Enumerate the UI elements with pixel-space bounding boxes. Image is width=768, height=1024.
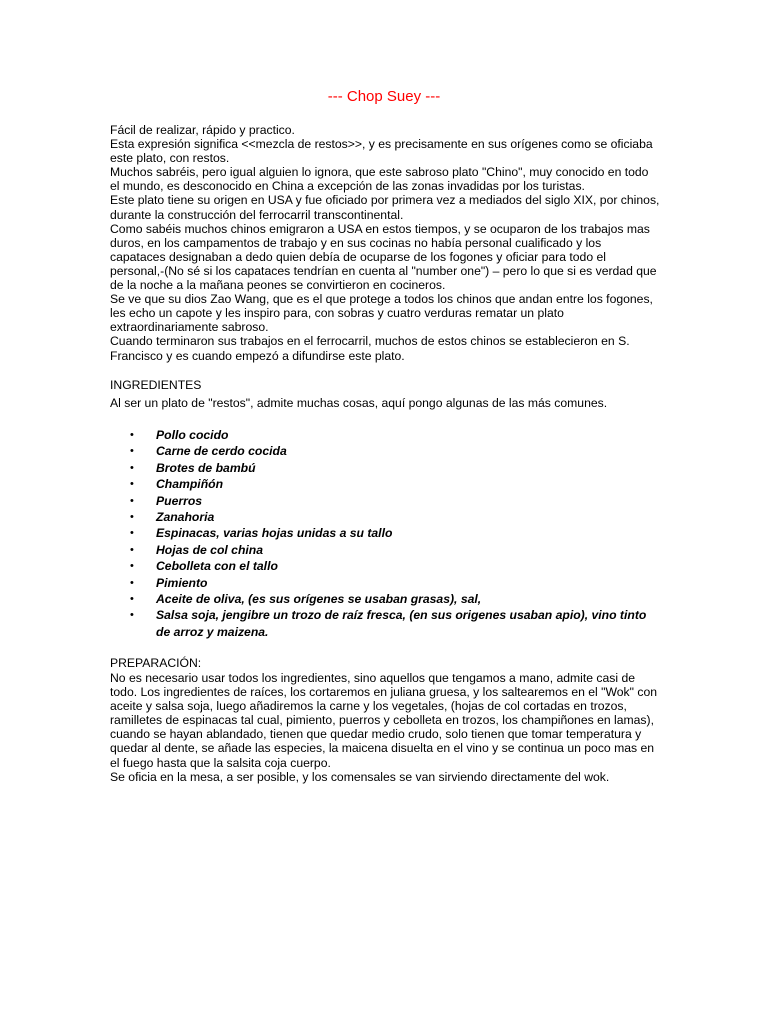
bullet-icon: • xyxy=(130,560,134,573)
ingredient-label: Salsa soja, jengibre un trozo de raíz fresca, (en sus origenes usaban apio), vino tinto de arroz y maizena. xyxy=(156,608,647,639)
bullet-icon: • xyxy=(130,429,134,441)
bullet-icon: • xyxy=(130,593,134,606)
list-item xyxy=(110,542,650,558)
list-item xyxy=(110,427,650,443)
list-item xyxy=(110,493,650,509)
bullet-icon: • xyxy=(130,543,134,556)
ingredient-label: Pollo cocido xyxy=(156,428,229,442)
list-item xyxy=(110,591,650,607)
preparation-paragraph: Se oficia en la mesa, a ser posible, y los comensales se van sirviendo directamente del wok. xyxy=(110,769,610,784)
intro-paragraph: Este plato tiene su origen en USA y fue oficiado por primera vez a mediados del siglo XIX, por chinos, durante la construcción del ferrocarril transcontinental. xyxy=(110,193,660,222)
list-item xyxy=(110,525,650,541)
intro-paragraph: Esta expresión significa <<mezcla de restos>>, y es precisamente en sus orígenes como se oficiaba este plato, con restos. xyxy=(110,137,653,166)
bullet-icon: • xyxy=(130,461,134,474)
bullet-icon: • xyxy=(130,576,134,589)
list-item xyxy=(110,443,650,459)
bullet-icon: • xyxy=(130,511,134,524)
ingredient-label: Aceite de oliva, (es sus orígenes se usaban grasas), sal, xyxy=(156,592,482,607)
list-item xyxy=(110,509,650,525)
ingredients-heading: INGREDIENTES xyxy=(110,378,202,392)
list-item xyxy=(110,476,650,492)
ingredient-label: Zanahoria xyxy=(156,510,215,525)
bullet-icon: • xyxy=(130,445,134,458)
ingredient-label: Hojas de col china xyxy=(156,542,264,557)
list-item xyxy=(110,460,650,476)
bullet-icon: • xyxy=(130,527,134,540)
list-item xyxy=(110,575,650,591)
ingredient-label: Champiñón xyxy=(156,477,224,492)
ingredient-label: Carne de cerdo cocida xyxy=(156,444,287,459)
preparation-paragraph: No es necesario usar todos los ingredientes, sino aquellos que tengamos a mano, admite casi de todo. Los ingredientes de raíces, los cortaremos en juliana gruesa, y los saltearemos en el "Wok" con aceite y salsa soja, luego añadiremos la carne y los vegetales, (hojas de col cortadas en trozos, ramilletes de espinacas tal cual, pimiento, puerros y cebolleta en trozos, los champiñones en lamas), cuando se hayan ablandado, tienen que quedar medio crudo, solo tienen que tomar temperatura y quedar al dente, se añade las especies, la maicena disuelta en el vino y se continua un poco mas en el fuego hasta que la salsita coja cuerpo. xyxy=(110,671,657,770)
list-item xyxy=(110,558,650,574)
ingredient-label: Puerros xyxy=(156,493,203,508)
intro-section xyxy=(110,123,660,363)
ingredients-intro: Al ser un plato de "restos", admite muchas cosas, aquí pongo algunas de las más comunes. xyxy=(110,396,608,410)
preparation-section xyxy=(110,671,660,784)
ingredient-label: Cebolleta con el tallo xyxy=(156,559,278,574)
intro-paragraph: Fácil de realizar, rápido y practico. xyxy=(110,123,295,137)
bullet-icon: • xyxy=(130,494,134,507)
recipe-title: --- Chop Suey --- xyxy=(327,88,441,105)
ingredient-label: Espinacas, varias hojas unidas a su tallo xyxy=(156,526,393,541)
intro-paragraph: Como sabéis muchos chinos emigraron a USA en estos tiempos, y se ocuparon de los trabajos mas duros, en los campamentos de trabajo y en sus cocinas no había personal cualificado y los capataces designaban a dedo quien debía de ocuparse de los fogones y oficiar para todo el personal,-(No sé si los capataces tendrían en cuenta al "number one") – pero lo que si es verdad que de la noche a la mañana peones se convirtieron en cocineros. xyxy=(110,221,657,293)
ingredient-label: Pimiento xyxy=(156,575,208,590)
bullet-icon: • xyxy=(130,478,134,491)
bullet-icon: • xyxy=(130,609,134,622)
intro-paragraph: Muchos sabréis, pero igual alguien lo ignora, que este sabroso plato "Chino", muy conocido en todo el mundo, es desconocido en China a excepción de las zonas invadidas por los turistas. xyxy=(110,165,649,194)
intro-paragraph: Se ve que su dios Zao Wang, que es el que protege a todos los chinos que andan entre los fogones, les echo un capote y les inspiro para, con sobras y cuatro verduras rematar un plato extraordinariamente sabroso. xyxy=(110,292,653,335)
ingredient-label: Brotes de bambú xyxy=(156,460,256,475)
list-item xyxy=(110,607,650,640)
ingredients-list xyxy=(110,427,650,640)
preparation-heading: PREPARACIÓN: xyxy=(110,656,202,670)
intro-paragraph: Cuando terminaron sus trabajos en el ferrocarril, muchos de estos chinos se establecieron en S. Francisco y es cuando empezó a difundirse este plato. xyxy=(110,334,630,363)
